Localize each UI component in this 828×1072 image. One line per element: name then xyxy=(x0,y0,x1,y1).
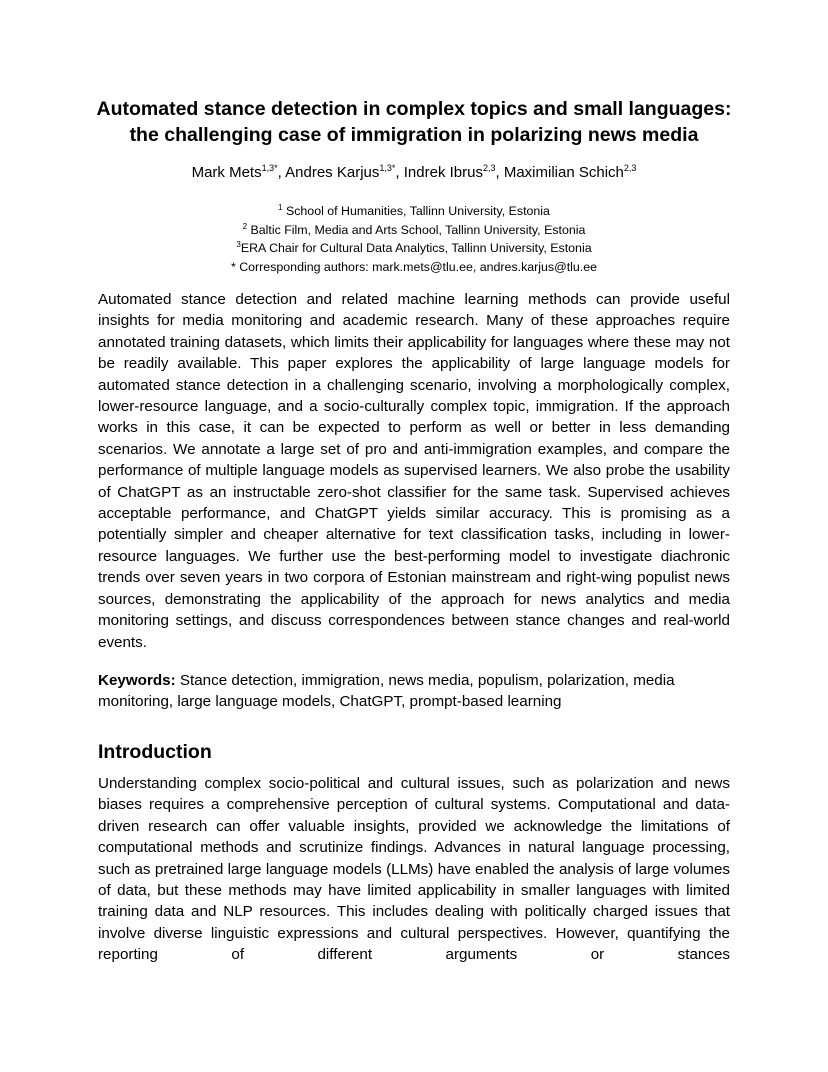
affiliation-number: 2 xyxy=(242,221,248,231)
author-list xyxy=(40,163,788,183)
author-name: Indrek Ibrus xyxy=(403,164,483,181)
section-heading-introduction: Introduction xyxy=(98,741,212,763)
author-separator: , xyxy=(495,164,504,181)
corresponding-authors-text: * Corresponding authors: mark.mets@tlu.ee, andres.karjus@tlu.ee xyxy=(230,259,598,274)
keywords-label: Keywords: xyxy=(98,672,176,689)
affiliation-number: 3 xyxy=(236,240,241,250)
title-line-1: Automated stance detection in complex topics and small languages: xyxy=(96,98,732,120)
author-name: Andres Karjus xyxy=(285,164,380,181)
affiliation-line xyxy=(40,202,788,221)
introduction-paragraph: Understanding complex socio-political and cultural issues, such as polarization and news biases requires a comprehensive perception of cultural systems. Computational and data-driven research can offer valuable insights, provided we acknowledge the limitations of computational methods and scrutinize findings. Advances in natural language processing, such as pretrained large language models (LLMs) have enabled the analysis of large volumes of data, but these methods may have limited applicability in smaller languages with limited training data and NLP resources. This includes dealing with politically charged issues that involve diverse linguistic expressions and cultural perspectives. However, quantifying the reporting of different arguments or stances xyxy=(98,775,730,964)
affiliation-line xyxy=(40,221,788,240)
affiliation-number: 1 xyxy=(278,203,283,212)
keywords-text: Stance detection, immigration, news media, populism, polarization, media monitoring, large language models, ChatGPT, prompt-based learning xyxy=(98,672,675,711)
paper-title xyxy=(60,96,768,148)
corresponding-authors-line xyxy=(40,258,788,277)
author-affiliation-mark: 1,3 xyxy=(261,163,275,173)
corresponding-mark: * xyxy=(391,163,396,173)
corresponding-mark: * xyxy=(274,163,278,173)
affiliation-list xyxy=(40,202,788,276)
title-line-2: the challenging case of immigration in polarizing news media xyxy=(129,124,699,146)
author-name: Maximilian Schich xyxy=(503,164,624,181)
abstract-paragraph: Automated stance detection and related machine learning methods can provide useful insights for media monitoring and academic research. Many of these approaches require annotated training datasets, which limits their applicability for languages where these may not be readily available. This paper explores the applicability of large language models for automated stance detection in a challenging scenario, involving a morphologically complex, lower-resource language, and a socio-culturally complex topic, immigration. If the approach works in this case, it can be expected to perform as well or better in less demanding scenarios. We annotate a large set of pro and anti-immigration examples, and compare the performance of multiple language models as supervised learners. We also probe the usability of ChatGPT as an instructable zero-shot classifier for the same task. Supervised achieves acceptable performance, and ChatGPT yields similar accuracy. This is promising as a potentially simpler and cheaper alternative for text classification tasks, including in lower-resource languages. We further use the best-performing model to investigate diachronic trends over seven years in two corpora of Estonian mainstream and right-wing populist news sources, demonstrating the applicability of the approach for news analytics and media monitoring settings, and discuss correspondences between stance changes and real-world events. xyxy=(98,291,730,651)
author-separator: , xyxy=(277,164,286,181)
keywords-paragraph xyxy=(98,670,730,713)
author-name: Mark Mets xyxy=(191,164,262,181)
affiliation-text: ERA Chair for Cultural Data Analytics, Tallinn University, Estonia xyxy=(240,241,592,256)
affiliation-text: School of Humanities, Tallinn University, Estonia xyxy=(285,204,550,218)
author-separator: , xyxy=(395,164,404,181)
author-affiliation-mark: 1,3 xyxy=(379,163,392,173)
author-affiliation-mark: 2,3 xyxy=(623,163,637,173)
affiliation-text: Baltic Film, Media and Arts School, Tallinn University, Estonia xyxy=(250,222,586,237)
author-affiliation-mark: 2,3 xyxy=(482,163,496,173)
affiliation-line xyxy=(40,239,788,258)
